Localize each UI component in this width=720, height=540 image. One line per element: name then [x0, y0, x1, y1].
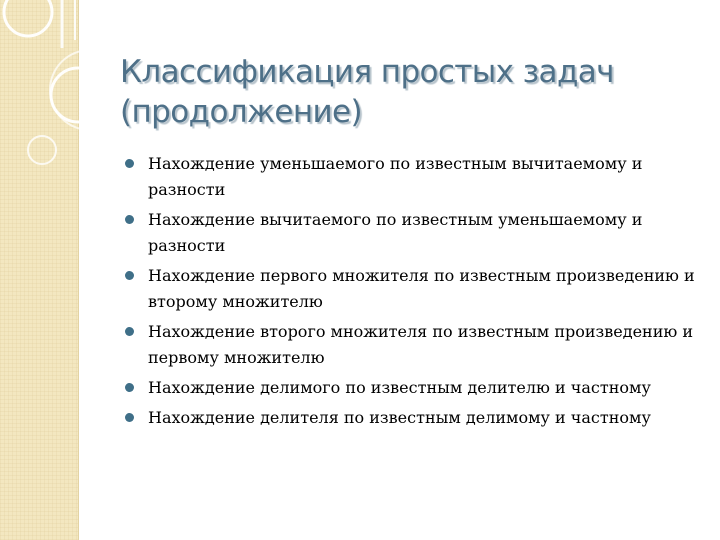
list-item-text: Нахождение уменьшаемого по известным вычитаемому и разности — [148, 154, 643, 199]
slide-title — [120, 52, 700, 132]
bullet-dot-icon — [125, 215, 134, 224]
title-line-2: (продолжение) — [120, 94, 363, 130]
list-item — [125, 375, 695, 401]
bullet-dot-icon — [125, 159, 134, 168]
bullet-list — [125, 151, 695, 435]
list-item-text: Нахождение делимого по известным делителю и частному — [148, 378, 651, 397]
bullet-dot-icon — [125, 383, 134, 392]
title-line-1: Классификация простых задач — [120, 54, 614, 90]
list-item — [125, 151, 695, 203]
bullet-dot-icon — [125, 271, 134, 280]
list-item-text: Нахождение делителя по известным делимому и частному — [148, 408, 651, 427]
list-item — [125, 319, 695, 371]
bullet-dot-icon — [125, 327, 134, 336]
list-item — [125, 405, 695, 431]
list-item-text: Нахождение второго множителя по известным произведению и первому множителю — [148, 322, 694, 367]
bullet-dot-icon — [125, 413, 134, 422]
list-item-text: Нахождение первого множителя по известным произведению и второму множителю — [148, 266, 695, 311]
decorative-circles-icon — [0, 0, 110, 200]
list-item-text: Нахождение вычитаемого по известным уменьшаемому и разности — [148, 210, 643, 255]
list-item — [125, 263, 695, 315]
list-item — [125, 207, 695, 259]
